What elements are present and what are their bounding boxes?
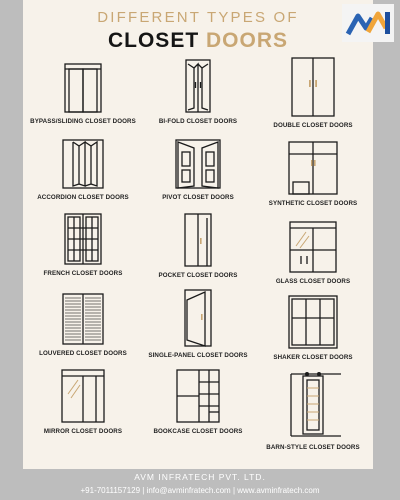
door-label: MIRROR CLOSET DOORS xyxy=(43,428,123,435)
door-label: POCKET CLOSET DOORS xyxy=(158,272,238,279)
single-panel-door-icon xyxy=(183,288,213,348)
door-item-louvered xyxy=(25,292,141,357)
door-item-double xyxy=(255,56,371,129)
door-item-bookcase xyxy=(140,368,256,435)
title-word-doors: DOORS xyxy=(206,29,289,52)
double-door-icon xyxy=(290,56,336,118)
synthetic-door-icon xyxy=(287,140,339,196)
pivot-door-icon xyxy=(174,138,222,190)
door-label: FRENCH CLOSET DOORS xyxy=(43,270,123,277)
door-item-pivot xyxy=(140,138,256,201)
bifold-door-icon xyxy=(184,58,212,114)
door-item-single-panel xyxy=(140,288,256,359)
accordion-door-icon xyxy=(61,138,105,190)
pocket-door-icon xyxy=(183,212,213,268)
door-item-mirror xyxy=(25,368,141,435)
barn-style-door-icon xyxy=(283,370,343,440)
shaker-door-icon xyxy=(287,294,339,350)
door-label: DOUBLE CLOSET DOORS xyxy=(273,122,353,129)
door-item-bypass xyxy=(25,62,141,125)
bookcase-door-icon xyxy=(175,368,221,424)
door-label: BOOKCASE CLOSET DOORS xyxy=(153,428,243,435)
door-item-shaker xyxy=(255,294,371,361)
mirror-door-icon xyxy=(60,368,106,424)
door-item-synthetic xyxy=(255,140,371,207)
door-item-pocket xyxy=(140,212,256,279)
page-title xyxy=(23,29,373,53)
door-item-accordion xyxy=(25,138,141,201)
door-item-bifold xyxy=(140,58,256,125)
door-label: BI-FOLD CLOSET DOORS xyxy=(158,118,238,125)
avm-logo-icon xyxy=(342,4,394,42)
door-item-french xyxy=(25,212,141,277)
door-label: ACCORDION CLOSET DOORS xyxy=(37,194,129,201)
door-item-barn-style xyxy=(255,370,371,451)
door-label: BYPASS/SLIDING CLOSET DOORS xyxy=(30,118,136,125)
door-label: LOUVERED CLOSET DOORS xyxy=(39,350,127,357)
contact-info: +91-7011157129 | info@avminfratech.com | www.avminfratech.com xyxy=(80,486,320,495)
door-item-glass xyxy=(255,220,371,285)
company-name: AVM INFRATECH PVT. LTD. xyxy=(134,472,266,482)
infographic-card xyxy=(23,0,373,469)
subtitle: DIFFERENT TYPES OF xyxy=(97,9,299,26)
french-door-icon xyxy=(63,212,103,266)
door-label: SINGLE-PANEL CLOSET DOORS xyxy=(148,352,248,359)
title-word-closet: CLOSET xyxy=(107,29,200,52)
louvered-door-icon xyxy=(61,292,105,346)
door-label: GLASS CLOSET DOORS xyxy=(275,278,351,285)
door-label: SYNTHETIC CLOSET DOORS xyxy=(268,200,358,207)
door-label: BARN-STYLE CLOSET DOORS xyxy=(266,444,360,451)
door-label: SHAKER CLOSET DOORS xyxy=(273,354,353,361)
door-label: PIVOT CLOSET DOORS xyxy=(162,194,234,201)
bypass-door-icon xyxy=(63,62,103,114)
glass-door-icon xyxy=(288,220,338,274)
